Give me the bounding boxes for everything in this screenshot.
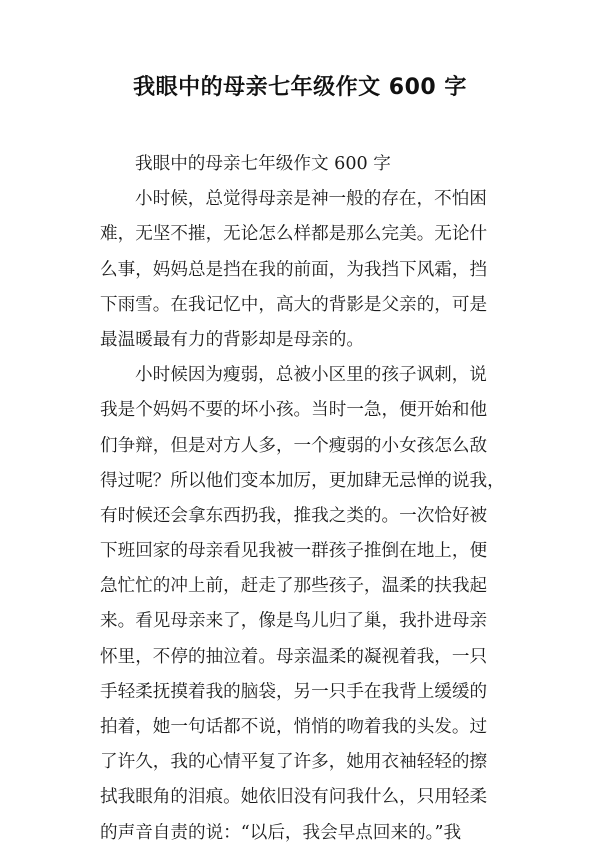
body-line: 怀里，不停的抽泣着。母亲温柔的凝视着我，一只 [100, 646, 488, 667]
body-line: 拭我眼角的泪痕。她依旧没有问我什么，只用轻柔 [100, 787, 488, 808]
body-line: 有时候还会拿东西扔我，推我之类的。一次恰好被 [100, 505, 488, 526]
body-line: 么事，妈妈总是挡在我的前面，为我挡下风霜，挡 [100, 259, 488, 280]
body-line: 小时候，总觉得母亲是神一般的存在，不怕困 [135, 189, 487, 210]
document-title: 我眼中的母亲七年级作文 600 字 [133, 75, 467, 100]
body-line: 得过呢？所以他们变本加厉，更加肆无忌惮的说我， [100, 470, 505, 491]
body-line: 下雨雪。在我记忆中，高大的背影是父亲的，可是 [100, 294, 488, 315]
body-line: 们争辩，但是对方人多，一个瘦弱的小女孩怎么敌 [100, 435, 488, 456]
body-line-subtitle: 我眼中的母亲七年级作文 600 字 [135, 154, 391, 174]
body-line: 拍着，她一句话都不说，悄悄的吻着我的头发。过 [100, 717, 488, 737]
body-line: 手轻柔抚摸着我的脑袋，另一只手在我背上缓缓的 [100, 681, 488, 702]
body-line: 最温暖最有力的背影却是母亲的。 [100, 329, 364, 350]
body-line: 难，无坚不摧，无论怎么样都是那么完美。无论什 [100, 224, 488, 245]
body-line: 下班回家的母亲看见我被一群孩子推倒在地上，便 [100, 541, 488, 562]
document-body [100, 147, 505, 851]
body-line: 小时候因为瘦弱，总被小区里的孩子讽刺，说 [135, 365, 487, 386]
body-line: 来。看见母亲来了，像是鸟儿归了巢，我扑进母亲 [100, 611, 488, 632]
body-line: 急忙忙的冲上前，赶走了那些孩子，温柔的扶我起 [100, 576, 488, 597]
body-line: 的声音自责的说：“以后，我会早点回来的。”我 [100, 822, 462, 843]
body-line: 我是个妈妈不要的坏小孩。当时一急，便开始和他 [100, 400, 488, 421]
body-line: 了许久，我的心情平复了许多，她用衣袖轻轻的擦 [100, 752, 488, 773]
